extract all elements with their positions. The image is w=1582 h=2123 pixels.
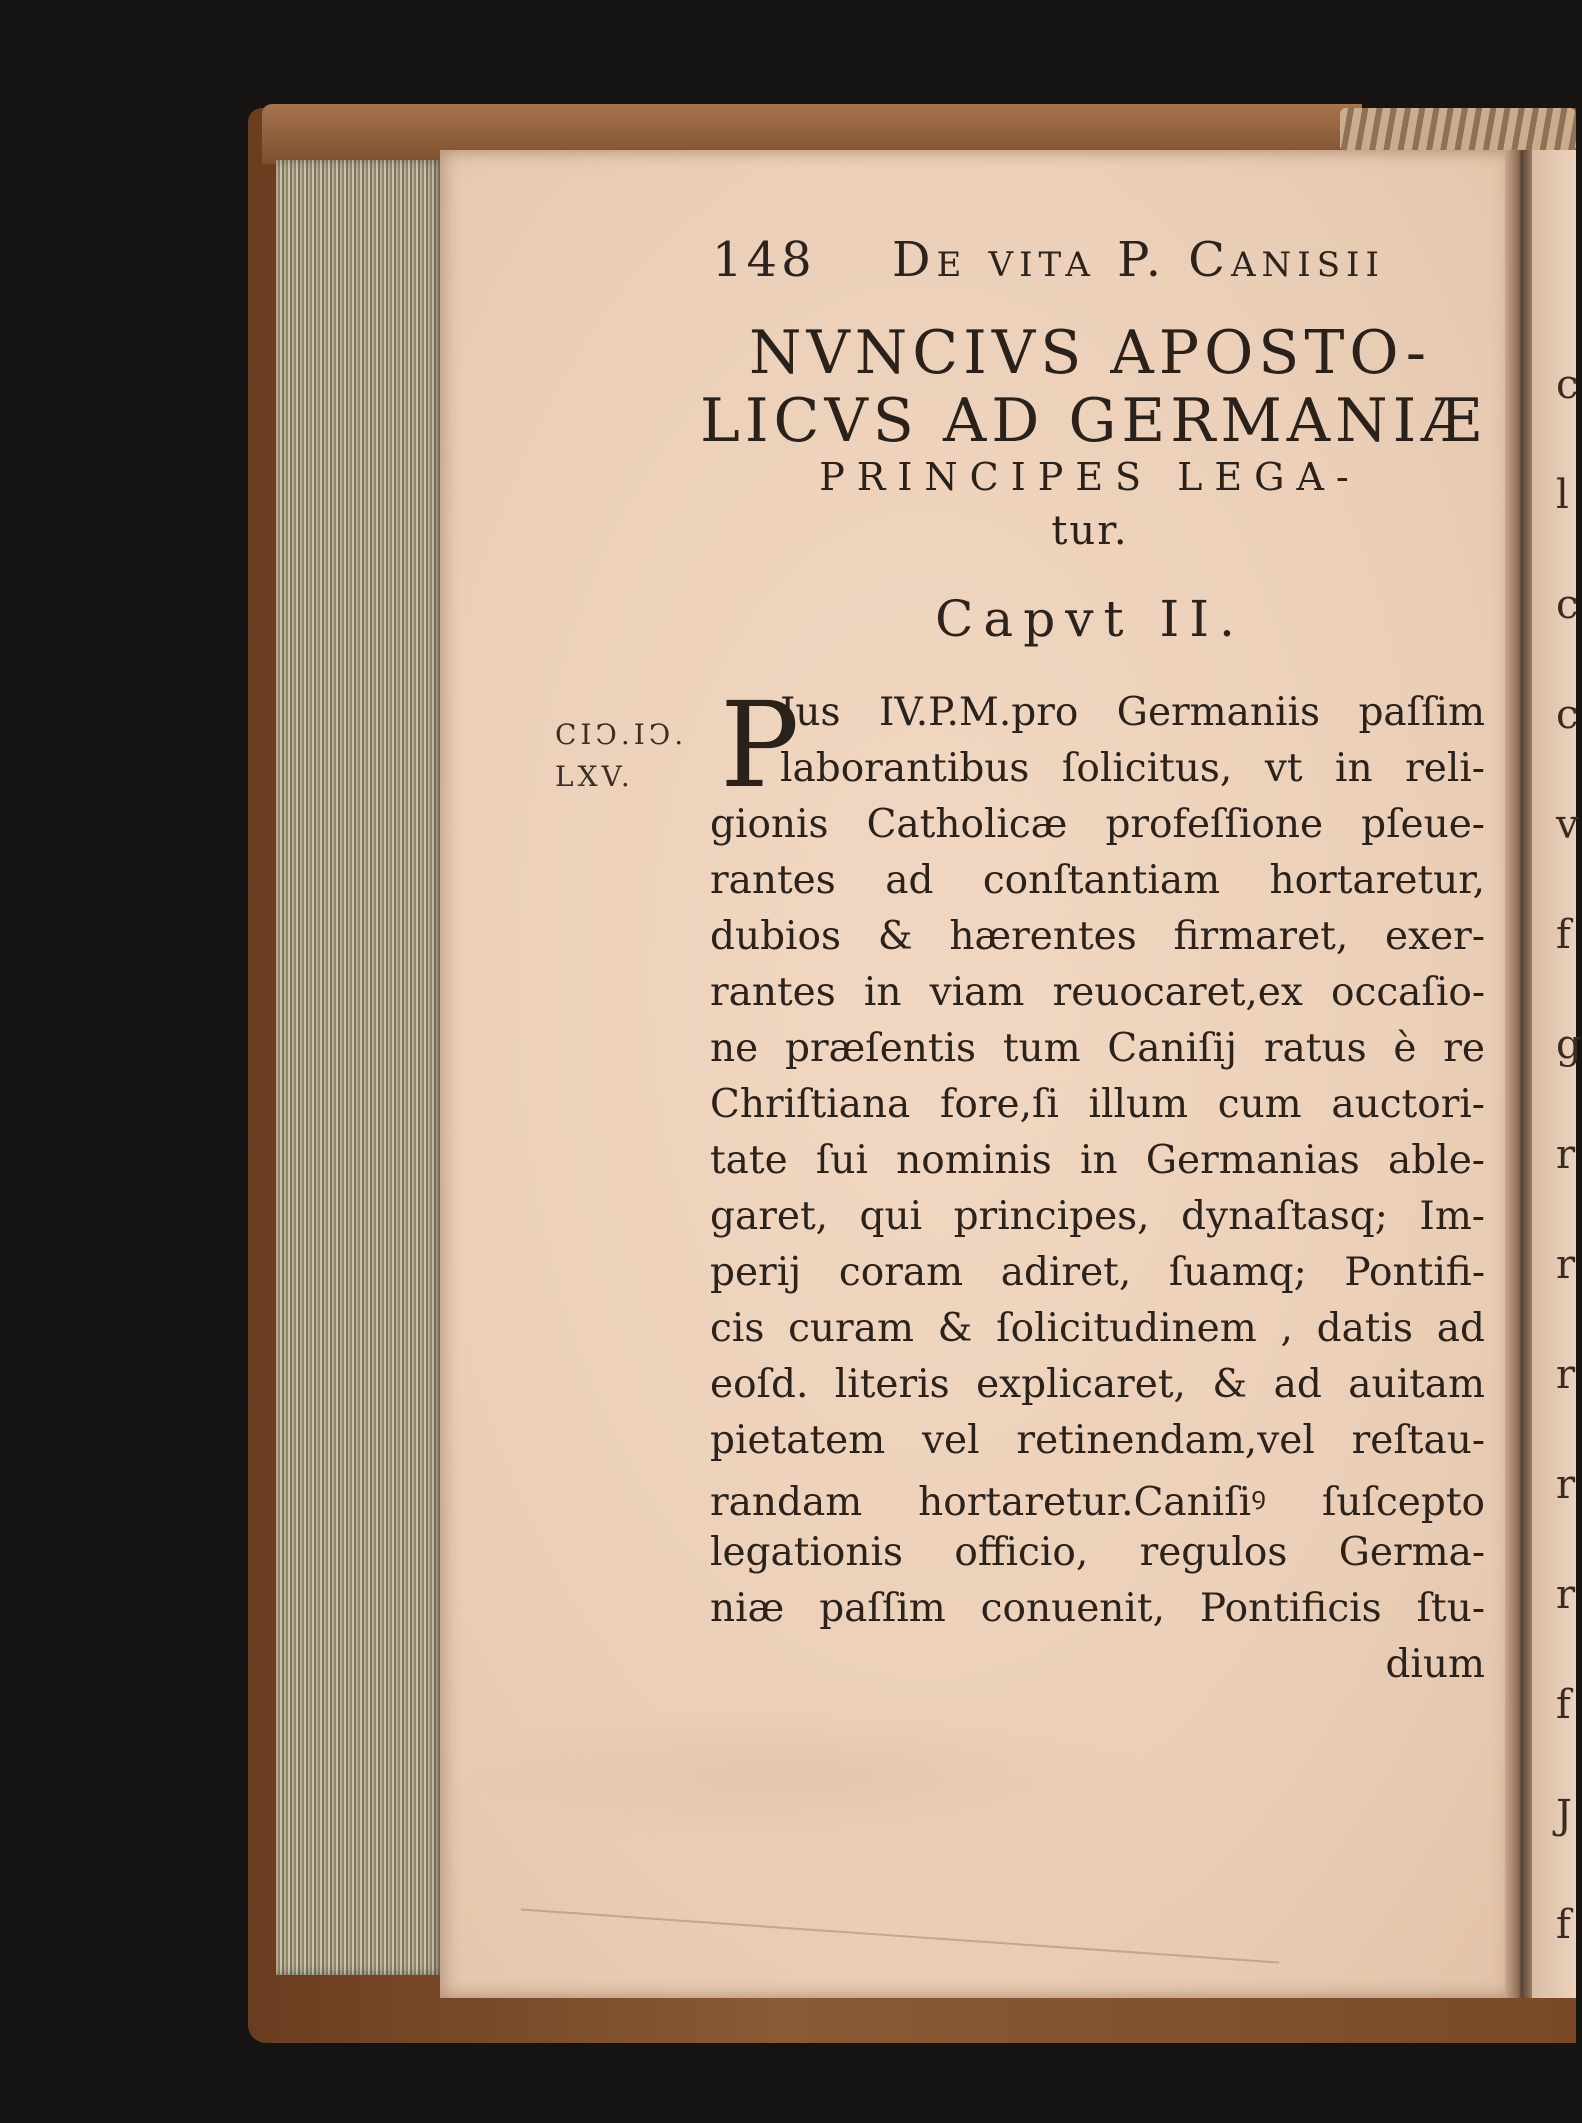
page-edges xyxy=(276,160,444,1975)
body-line: legationis officio, regulos Germa- xyxy=(710,1530,1485,1575)
body-line: niæ paſſim conuenit, Pontificis ſtu- xyxy=(710,1586,1485,1631)
body-line: rantes ad conſtantiam hortaretur, xyxy=(710,858,1485,903)
body-line: pietatem vel retinendam,vel reſtau- xyxy=(710,1418,1485,1463)
body-line: eoſd. literis explicaret, & ad auitam xyxy=(710,1362,1485,1407)
running-title: De vita P. Canisii xyxy=(892,232,1385,288)
marginal-note-year: CIↃ.IↃ. xyxy=(555,718,688,751)
body-line: rantes in viam reuocaret,ex occaſio- xyxy=(710,970,1485,1015)
facing-page-text: c l c c v f g r r r r r f J f xyxy=(1556,362,1582,1948)
running-head xyxy=(712,232,1472,302)
body-line: tate ſui nominis in Germanias able- xyxy=(710,1138,1485,1183)
chapter-heading-line-2: LICVS AD GERMANIÆ xyxy=(700,386,1487,456)
body-line: Ius IV.P.M.pro Germaniis paſſim xyxy=(780,690,1485,735)
chapter-heading-line-1: NVNCIVS APOSTO- xyxy=(748,318,1432,388)
chapter-heading-line-4: tur. xyxy=(1051,508,1129,554)
book-gutter xyxy=(1505,150,1535,1998)
page-number: 148 xyxy=(712,232,816,288)
body-line: dubios & hærentes firmaret, exer- xyxy=(710,914,1485,959)
body-line-catchword: dium xyxy=(1385,1642,1485,1687)
body-line: cis curam & ſolicitudinem , datis ad xyxy=(710,1306,1485,1351)
body-line: perij coram adiret, ſuamq; Pontifi- xyxy=(710,1250,1485,1295)
chapter-heading-line-3: PRINCIPES LEGA- xyxy=(819,455,1361,499)
headband xyxy=(1340,108,1576,152)
chapter-number: Capvt II. xyxy=(935,590,1245,648)
body-line: laborantibus ſolicitus, vt in reli- xyxy=(780,746,1485,791)
body-line: Chriſtiana fore,ſi illum cum auctori- xyxy=(710,1082,1485,1127)
body-line: randam hortaretur.Caniſiꝰ ſuſcepto xyxy=(710,1480,1485,1525)
drop-cap: P xyxy=(720,676,800,814)
body-line: gionis Catholicæ profeſſione pſeue- xyxy=(710,802,1485,847)
body-line: garet, qui principes, dynaſtasq; Im- xyxy=(710,1194,1485,1239)
marginal-note-year-suffix: LXV. xyxy=(555,760,634,793)
paper-stain xyxy=(460,1700,1160,1850)
body-line: ne præſentis tum Caniſij ratus è re xyxy=(710,1026,1485,1071)
